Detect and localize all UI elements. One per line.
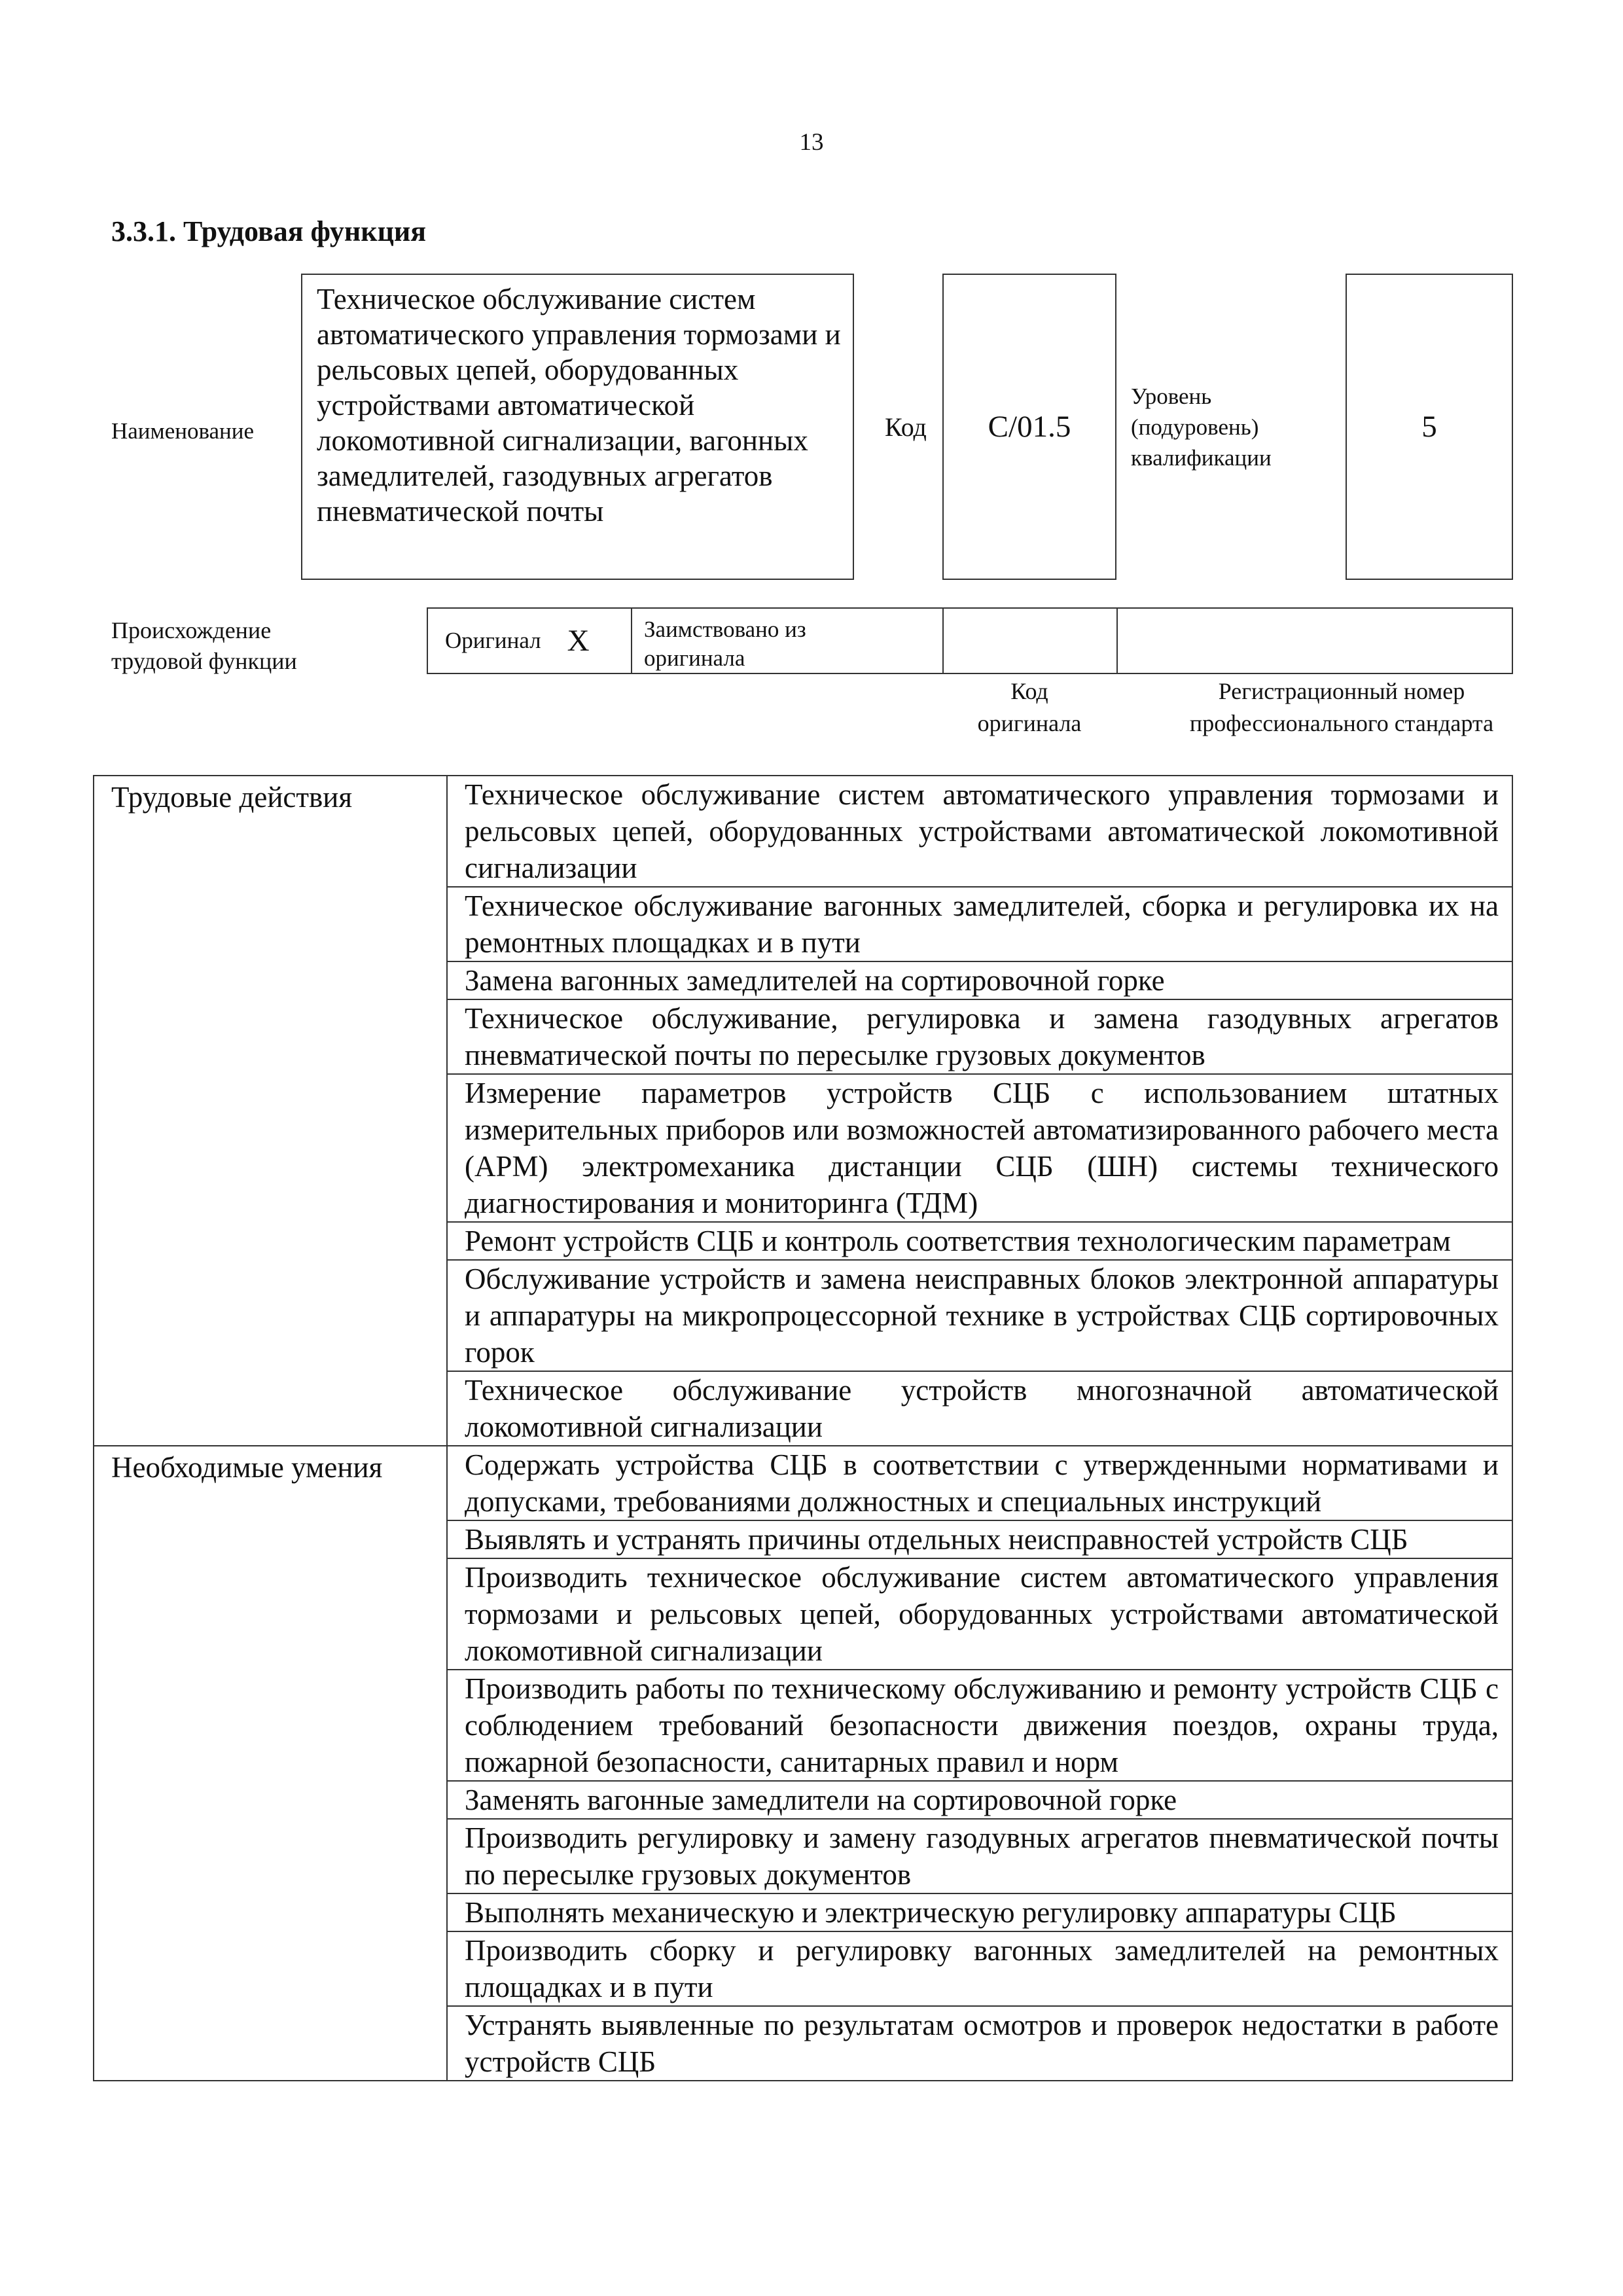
- section-category: Трудовые действия: [94, 776, 447, 1446]
- list-item: Производить регулировку и замену газодувных агрегатов пневматической почты по пересылке грузовых документов: [447, 1819, 1512, 1893]
- table-row: [94, 1446, 1512, 1520]
- list-item: Производить работы по техническому обслуживанию и ремонту устройств СЦБ с соблюдением требований безопасности движения поездов, охраны труда, пожарной безопасности, санитарных правил и норм: [447, 1670, 1512, 1781]
- code-label: Код: [885, 412, 927, 442]
- section-title: 3.3.1. Трудовая функция: [111, 215, 427, 247]
- code-value: С/01.5: [942, 274, 1116, 580]
- list-item: Содержать устройства СЦБ в соответствии с утвержденными нормативами и допусками, требованиями должностных и специальных инструкций: [447, 1446, 1512, 1520]
- registration-number-cell: [1118, 609, 1512, 673]
- list-item: Производить техническое обслуживание систем автоматического управления тормозами и рельсовых цепей, оборудованных устройствами автоматической локомотивной сигнализации: [447, 1558, 1512, 1670]
- list-item: Устранять выявленные по результатам осмотров и проверок недостатки в работе устройств СЦБ: [447, 2006, 1512, 2081]
- origin-label: Происхождение трудовой функции: [111, 617, 297, 674]
- original-mark: X: [567, 624, 590, 658]
- qualification-level-label: Уровень (подуровень) квалификации: [1131, 384, 1272, 471]
- function-name-value: Техническое обслуживание систем автоматического управления тормозами и рельсовых цепей, оборудованных устройствами автоматической локомотивной сигнализации, вагонных замедлителей, газодувных агрегатов пневматической почты: [301, 274, 854, 580]
- borrowed-label: Заимствовано из оригинала: [632, 609, 944, 673]
- list-item: Техническое обслуживание, регулировка и замена газодувных агрегатов пневматической почты по пересылке грузовых документов: [447, 999, 1512, 1074]
- origin-row: [427, 607, 1513, 674]
- name-label: Наименование: [111, 418, 255, 444]
- list-item: Измерение параметров устройств СЦБ с использованием штатных измерительных приборов или возможностей автоматизированного рабочего места (АРМ) электромеханика дистанции СЦБ (ШН) системы технического диагностирования и мониторинга (ТДМ): [447, 1074, 1512, 1222]
- registration-number-caption: Регистрационный номер профессионального стандарта: [1189, 678, 1494, 736]
- original-code-caption: Код оригинала: [977, 678, 1082, 736]
- duties-skills-table: [93, 775, 1513, 2081]
- original-code-cell: [944, 609, 1118, 673]
- original-label: Оригинал: [445, 628, 541, 653]
- page-number: 13: [799, 129, 824, 156]
- table-row: [94, 776, 1512, 887]
- list-item: Техническое обслуживание устройств многозначной автоматической локомотивной сигнализации: [447, 1371, 1512, 1446]
- qualification-level-value: 5: [1346, 274, 1513, 580]
- list-item: Выявлять и устранять причины отдельных неисправностей устройств СЦБ: [447, 1520, 1512, 1558]
- list-item: Выполнять механическую и электрическую регулировку аппаратуры СЦБ: [447, 1893, 1512, 1931]
- list-item: Техническое обслуживание вагонных замедлителей, сборка и регулировка их на ремонтных площадках и в пути: [447, 887, 1512, 961]
- list-item: Заменять вагонные замедлители на сортировочной горке: [447, 1781, 1512, 1819]
- list-item: Производить сборку и регулировку вагонных замедлителей на ремонтных площадках и в пути: [447, 1931, 1512, 2006]
- section-category: Необходимые умения: [94, 1446, 447, 2081]
- list-item: Ремонт устройств СЦБ и контроль соответствия технологическим параметрам: [447, 1222, 1512, 1260]
- origin-original-cell: [428, 609, 632, 673]
- list-item: Замена вагонных замедлителей на сортировочной горке: [447, 961, 1512, 999]
- list-item: Обслуживание устройств и замена неисправных блоков электронной аппаратуры и аппаратуры на микропроцессорной технике в устройствах СЦБ сортировочных горок: [447, 1260, 1512, 1371]
- list-item: Техническое обслуживание систем автоматического управления тормозами и рельсовых цепей, оборудованных устройствами автоматической локомотивной сигнализации: [447, 776, 1512, 887]
